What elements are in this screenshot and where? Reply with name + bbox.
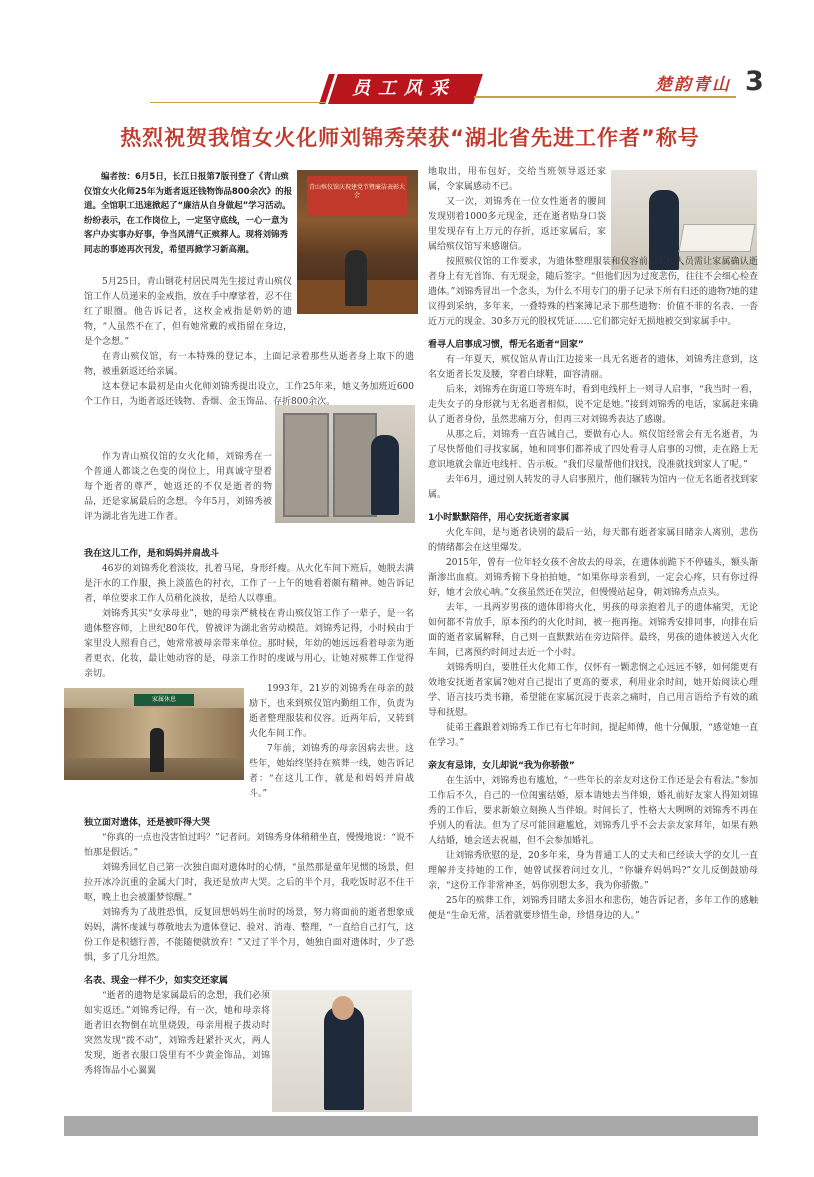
paragraph: 刘锦秀明白，要胜任火化师工作，仅怀有一颗悲悯之心远远不够，如何能更有效地安抚逝者家属?她对自己提出了更高的要求，利用业余时间，她开始阅读心理学、语言技巧类书籍，希望能在家属沉浸于丧亲之痛时，自己用言语给予有效的疏导和抚慰。	[428, 663, 758, 718]
paragraph: 刘锦秀回忆自己第一次独自面对遗体时的心情，“虽然那是童年见惯的场景，但拉开冰冷沉重的金属大门时，我还是放声大哭。之后的半个月，我吃饭时忍不住干呕，晚上也会被噩梦惊醒。”	[84, 863, 414, 903]
paragraph: “逝者的遗物是家属最后的念想，我们必须如实返还。”刘锦秀记得，有一次，她和母亲将逝者旧衣物倒在坑里烧毁，母亲用棍子拨动时突然发现“拨不动”，刘锦秀赶紧扑灭火，两人发现，逝者衣服口袋里有不少黄金饰品，刘锦秀将饰品小心翼翼	[84, 991, 270, 1076]
paragraph: 刘锦秀其实“女承母业”，她的母亲严桃枝在青山殡仪馆工作了一辈子，是一名遗体整容师，上世纪80年代，曾被评为湖北省劳动模范。刘锦秀记得，小时候由于家里没人照看自己，她常常被母亲带来单位。那时候，年幼的她远远看着母亲为逝者更衣、化妆，最让她动容的是，母亲工作时的虔诚与用心，让她对殡葬工作觉得亲切。	[84, 609, 414, 679]
paragraph: 在青山殡仪馆，有一本特殊的登记本，上面记录着那些从逝者身上取下的遗物，被重新返还给亲属。	[84, 352, 414, 377]
section-title: 员工风采	[352, 78, 456, 99]
section-heading: 独立面对遗体，还是被吓得大哭	[84, 818, 211, 828]
paragraph: 徒弟王鑫跟着刘锦秀工作已有七年时间，提起师傅，他十分佩服，“感觉她一直在学习。”	[428, 723, 758, 748]
paragraph: 又一次，刘锦秀在一位女性逝者的腰间发现别着1000多元现金，还在逝者贴身口袋里发现存有上万元的存折，返还家属后，家属给殡仪馆写来感谢信。	[428, 197, 606, 252]
article-column-left	[84, 275, 414, 1105]
paragraph: 这本登记本最初是由火化师刘锦秀提出设立，工作25年来，她义务加班近600个工作日，为逝者返还钱物、香烟、金玉饰品、存折800余次。	[84, 382, 414, 407]
paragraph: 去年6月，通过别人转发的寻人启事照片，他们辗转为馆内一位无名逝者找到家属。	[428, 475, 758, 500]
paragraph: 作为青山殡仪馆的女火化师，刘锦秀在一个普通人都谈之色变的岗位上，用真诚守望着每个逝者的尊严，她返还的不仅是逝者的物品，还是家属最后的念想。今年5月，刘锦秀被评为湖北省先进工作者。	[84, 452, 272, 522]
section-heading: 我在这儿工作，是和妈妈并肩战斗	[84, 549, 220, 559]
paragraph: 25年的殡葬工作，刘锦秀目睹太多泪水和悲伤，她告诉记者，多年工作的感触便是“生命无常，活着就要珍惜生命，珍惜身边的人。”	[428, 896, 758, 921]
paragraph: 后来，刘锦秀在街道口等班车时，看到电线杆上一则寻人启事，“我当时一看，走失女子的身形就与无名逝者相似，说不定是她。”接到刘锦秀的电话，家属赶来确认了逝者身份，虽然悲痛万分，但再三对刘锦秀表达了感谢。	[428, 385, 758, 425]
stage-screen-text: 青山殡仪馆庆祝建党节暨廉洁表彰大会	[309, 184, 406, 199]
paragraph: 46岁的刘锦秀化着淡妆，扎着马尾，身形纤瘦。从火化车间下班后，她脱去满是汗水的工作服，换上淡蓝色的衬衣，工作了一上午的她看着颇有精神。她告诉记者，单位要求工作人员稍化淡妆，是给人以尊重。	[84, 564, 414, 604]
paragraph: 有一年夏天，殡仪馆从青山江边接来一具无名逝者的遗体，刘锦秀注意到，这名女逝者长发及腰，穿着白球鞋，面容清丽。	[428, 355, 758, 380]
paragraph: 在生活中，刘锦秀也有尴尬，“一些年长的亲友对这份工作还是会有看法。”参加工作后不久，自己的一位闺蜜结婚，原本请她去当伴娘，婚礼前好友家人得知刘锦秀的工作后，要求新娘立刻换人当伴娘。时间长了，性格大大咧咧的刘锦秀不再在乎别人的看法。但为了尽可能回避尴尬，刘锦秀几乎不会去亲友家拜年，如果有熟人结婚，她会送去祝福，但不会参加婚礼。	[428, 776, 758, 846]
paragraph: 从那之后，刘锦秀一直告诫自己，要做有心人。殡仪馆经常会有无名逝者，为了尽快帮他们寻找家属，她和同事们都养成了四处看寻人启事的习惯，走在路上无意识地就会靠近电线杆、告示板。“我们尽量帮他们找找，没准就找到家人了呢。”	[428, 430, 758, 470]
paragraph: “你真的一点也没害怕过吗？”记者问。刘锦秀身体稍稍坐直，慢慢地说：“说不怕那是假话。”	[84, 833, 414, 858]
hall-sign: 家属休息	[134, 694, 194, 706]
section-heading: 看寻人启事成习惯，帮无名逝者“回家”	[428, 340, 584, 350]
editor-note	[84, 170, 294, 257]
footer-bar	[64, 1116, 758, 1136]
paragraph: 5月25日，青山钢花村居民周先生接过青山殡仪馆工作人员递来的金戒指，放在手中摩挲着，忍不住红了眼圈。他告诉记者，这枚金戒指是奶奶的遗物，“人虽然不在了，但有她常戴的戒指留在身边，是个念想。”	[84, 277, 292, 347]
headline: 热烈祝贺我馆女火化师刘锦秀荣获“湖北省先进工作者”称号	[120, 126, 700, 150]
paragraph: 2015年，曾有一位年轻女孩不舍故去的母亲，在遗体前跪下不停磕头，额头渐渐渗出血痕。刘锦秀俯下身拍拍她，“如果你母亲看到，一定会心疼，只有你过得好，她才会放心呐。”女孩虽然还在哭泣，但慢慢站起身，朝刘锦秀点点头。	[428, 558, 758, 598]
section-heading: 名表、现金一样不少，如实交还家属	[84, 976, 229, 986]
section-heading: 亲友有忌讳，女儿却说“我为你骄傲”	[428, 761, 575, 771]
section-heading: 1小时默默陪伴，用心安抚逝者家属	[428, 513, 570, 523]
editor-note-text: 编者按：6月5日，长江日报第7版刊登了《青山殡仪馆女火化师25年为逝者返还钱物饰品800余次》的报道。全馆职工迅速掀起了“廉洁从自身做起”学习活动。纷纷表示，在工作岗位上，一定坚守底线，一心一意为客户办实事办好事，争当风清气正殡葬人。现将刘锦秀同志的事迹再次刊发，希望再掀学习新高潮。	[84, 172, 293, 255]
paragraph: 去年，一具两岁男孩的遗体即将火化，男孩的母亲抱着儿子的遗体痛哭，无论如何都不肯放手，原本预约的火化时间，被一拖再拖。刘锦秀安排同事，向排在后面的逝者家属解释，自己则一直默默站在旁边陪伴。最终，男孩的遗体被送入火化车间，已离预约时间过去近一个小时。	[428, 603, 758, 658]
paragraph: 火化车间，是与逝者诀别的最后一站，每天都有逝者家属目睹亲人离别，悲伤的情绪都会在这里爆发。	[428, 528, 758, 553]
article-column-right	[428, 165, 758, 1110]
brand-name: 楚韵青山	[655, 75, 731, 95]
paragraph: 刘锦秀为了战胜恐惧，反复回想妈妈生前时的场景，努力将面前的逝者想象成妈妈，满怀虔诚与尊敬地去为遗体登记、验对、消毒、整理，“一直给自己打气，这份工作是积德行善，不能随便就放弃！”又过了半个月，她独自面对遗体时，少了恐惧，多了几分坦然。	[84, 908, 414, 963]
header-rule-right	[474, 96, 736, 98]
paragraph: 让刘锦秀欣慰的是，20多年来，身为普通工人的丈夫和已经读大学的女儿一直理解并支持她的工作，她曾试探着问过女儿，“你嫌弃妈妈吗?”女儿反倒鼓励母亲，“这份工作非常神圣，妈你别想太多，我为你骄傲。”	[428, 851, 758, 891]
paragraph: 1993年，21岁的刘锦秀在母亲的鼓励下，也来到殡仪馆内勤组工作，负责为逝者整理服装和仪容。近两年后，又转到火化车间工作。	[249, 684, 414, 739]
paragraph: 按照殡仪馆的工作要求，为遗体整理服装和仪容前，工作人员需让家属确认逝者身上有无首饰、有无现金，随后签字。“但他们因为过度悲伤，往往不会细心检查遗体。”刘锦秀冒出一个念头，为什么不用专门的册子记录下所有归还的遗物?她的建议得到采纳，多年来，一叠特殊的档案簿记录下那些遗物：价值不菲的名表、一沓近万元的现金、30多万元的股权凭证……它们都完好无损地被交到家属手中。	[428, 257, 758, 327]
header-rule-left	[150, 102, 325, 103]
page-number: 3	[745, 66, 764, 97]
paragraph: 7年前，刘锦秀的母亲因病去世。这些年，她始终坚持在殡葬一线，她告诉记者：“在这儿工作，就是和妈妈并肩战斗。”	[249, 744, 414, 799]
paragraph: 地取出，用布包好，交给当班领导返还家属，令家属感动不已。	[428, 167, 606, 192]
